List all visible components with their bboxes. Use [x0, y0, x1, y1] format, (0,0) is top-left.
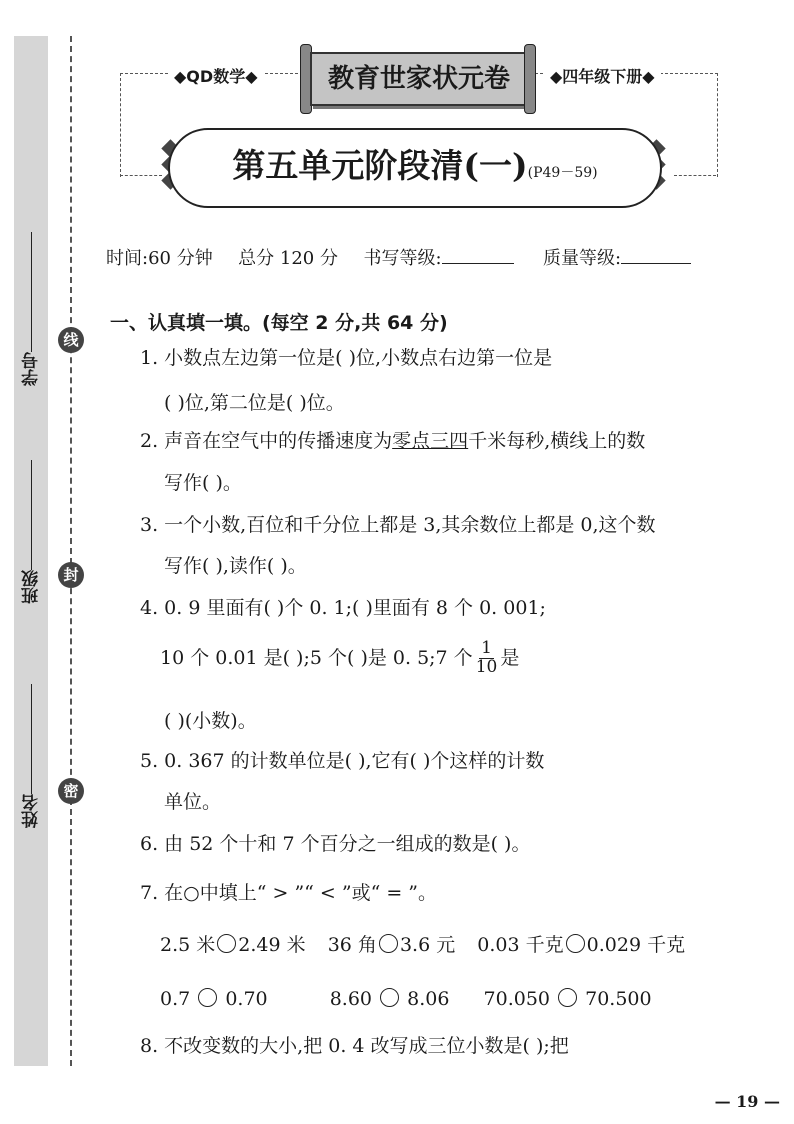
scroll-roll-right — [524, 44, 536, 114]
unit-title — [170, 140, 660, 187]
page-range: (P49－59) — [527, 165, 598, 181]
student-id-label — [20, 232, 42, 386]
student-id-text: 学号 — [21, 352, 42, 386]
page-number: — 19 — — [714, 1092, 780, 1111]
unit-title-text: 第五单元阶段清(一) — [232, 146, 528, 185]
q7-left: 36 角 — [327, 934, 377, 956]
fraction-numerator: 1 — [481, 638, 492, 658]
total-score: 总分 120 分 — [238, 248, 338, 269]
question-4-line-3: ( )(小数)。 — [164, 710, 257, 732]
q7-item — [477, 934, 685, 956]
fraction-denominator: 10 — [475, 656, 498, 677]
question-1-line-1: 1. 小数点左边第一位是( )位,小数点右边第一位是 — [140, 347, 553, 369]
class-label — [20, 460, 42, 604]
answer-circle[interactable] — [198, 988, 217, 1007]
question-7-row-2 — [160, 988, 652, 1009]
question-4-line-1: 4. 0. 9 里面有( )个 0. 1;( )里面有 8 个 0. 001; — [140, 597, 546, 619]
answer-circle[interactable] — [380, 988, 399, 1007]
question-2-line-1 — [140, 432, 645, 451]
q7-right: 70.500 — [585, 988, 652, 1010]
q7-item — [160, 988, 268, 1010]
quality-grade-blank[interactable] — [621, 263, 691, 264]
q7-right: 8.06 — [407, 988, 450, 1010]
q7-item — [330, 988, 450, 1010]
unit-title-box — [168, 128, 662, 208]
q7-left: 0.03 千克 — [477, 934, 564, 956]
name-label — [20, 684, 42, 828]
answer-circle[interactable] — [566, 934, 585, 953]
seal-mark-line: 线 — [58, 327, 84, 353]
name-text: 姓名 — [21, 794, 42, 828]
question-8: 8. 不改变数的大小,把 0. 4 改写成三位小数是( );把 — [140, 1035, 569, 1057]
header-frame-bottom-left — [120, 175, 162, 176]
writing-grade-label: 书写等级: — [363, 248, 442, 269]
q7-right: 0.70 — [225, 988, 268, 1010]
q7-item — [328, 934, 455, 956]
seal-mark-secret: 密 — [58, 778, 84, 804]
q7-left: 2.5 米 — [160, 934, 216, 956]
series-banner — [300, 44, 536, 112]
q7-item — [160, 934, 306, 956]
question-2-post: 千米每秒,横线上的数 — [468, 430, 646, 452]
grade-tag: ◆四年级下册◆ — [544, 64, 661, 87]
subject-tag: ◆QD数学◆ — [168, 64, 264, 87]
question-6: 6. 由 52 个十和 7 个百分之一组成的数是( )。 — [140, 833, 531, 855]
question-5-line-1: 5. 0. 367 的计数单位是( ),它有( )个这样的计数 — [140, 750, 545, 772]
question-4-line-2 — [160, 640, 519, 677]
question-3-line-1: 3. 一个小数,百位和千分位上都是 3,其余数位上都是 0,这个数 — [140, 514, 656, 536]
section-heading: 一、认真填一填。(每空 2 分,共 64 分) — [110, 312, 448, 334]
answer-circle[interactable] — [217, 934, 236, 953]
answer-circle[interactable] — [379, 934, 398, 953]
answer-circle[interactable] — [558, 988, 577, 1007]
fraction — [476, 640, 498, 677]
question-2-pre: 2. 声音在空气中的传播速度为 — [140, 430, 393, 452]
exam-info — [106, 244, 691, 270]
question-4-pre: 10 个 0.01 是( );5 个( )是 0. 5;7 个 — [160, 646, 473, 669]
class-text: 班级 — [21, 570, 42, 604]
q7-left: 0.7 — [160, 988, 191, 1010]
q7-right: 2.49 米 — [238, 934, 306, 956]
question-3-line-2: 写作( ),读作( )。 — [164, 555, 307, 577]
question-4-post: 是 — [500, 646, 520, 669]
q7-left: 8.60 — [329, 988, 373, 1010]
question-1-line-2: ( )位,第二位是( )位。 — [164, 392, 345, 414]
q7-item — [484, 988, 652, 1010]
question-2-underlined: 零点三四 — [392, 430, 469, 452]
writing-grade-blank[interactable] — [442, 263, 514, 264]
binding-dash-line — [70, 36, 72, 1066]
q7-right: 3.6 元 — [399, 934, 456, 956]
question-7-row-1 — [160, 934, 685, 955]
question-2-line-2: 写作( )。 — [164, 472, 242, 494]
quality-grade-label: 质量等级: — [543, 248, 622, 269]
header-frame-bottom-right — [674, 175, 716, 176]
question-5-line-2: 单位。 — [164, 791, 222, 813]
time-limit: 时间:60 分钟 — [106, 248, 213, 269]
series-title: 教育世家状元卷 — [310, 52, 528, 106]
q7-left: 70.050 — [483, 988, 551, 1010]
question-7: 7. 在○中填上“ > ”“ < ”或“ = ”。 — [140, 882, 438, 904]
seal-mark-seal: 封 — [58, 562, 84, 588]
q7-right: 0.029 千克 — [586, 934, 686, 956]
